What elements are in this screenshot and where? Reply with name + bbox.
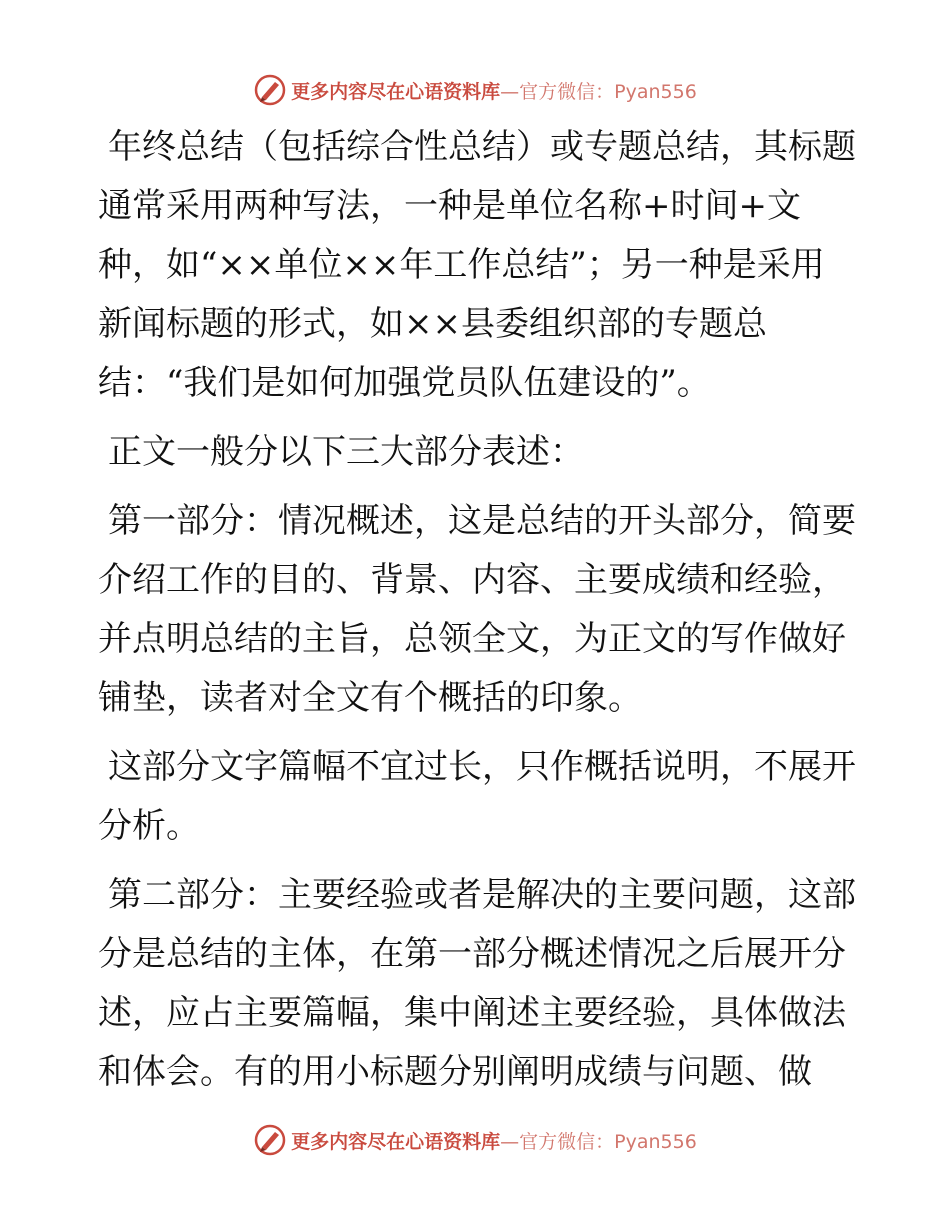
paragraph-part-one-note: 这部分文字篇幅不宜过长，只作概括说明，不展开分析。 — [98, 747, 856, 846]
watermark-footer — [0, 1120, 950, 1160]
watermark-text: 更多内容尽在心语资料库—官方微信：Pyan556 — [291, 1130, 697, 1153]
paragraph-body-overview: 正文一般分以下三大部分表述： — [108, 432, 584, 472]
pen-logo-icon — [253, 73, 287, 107]
paragraph-title-writing: 年终总结（包括综合性总结）或专题总结，其标题通常采用两种写法，一种是单位名称+时间+文种，如“××单位××年工作总结”；另一种是采用新闻标题的形式，如××县委组织部的专题总结：“我们是如何加强党员队伍建设的”。 — [98, 127, 856, 403]
paragraph-part-one: 第一部分：情况概述，这是总结的开头部分，简要介绍工作的目的、背景、内容、主要成绩和经验，并点明总结的主旨，总领全文，为正文的写作做好铺垫，读者对全文有个概括的印象。 — [98, 501, 856, 718]
document-body — [98, 118, 858, 1102]
watermark-header — [0, 70, 950, 110]
paragraph-part-two: 第二部分：主要经验或者是解决的主要问题，这部分是总结的主体，在第一部分概述情况之后展开分述，应占主要篇幅，集中阐述主要经验，具体做法和体会。有的用小标题分别阐明成绩与问题、做 — [98, 875, 856, 1092]
watermark-text: 更多内容尽在心语资料库—官方微信：Pyan556 — [291, 80, 697, 103]
pen-logo-icon — [253, 1123, 287, 1157]
